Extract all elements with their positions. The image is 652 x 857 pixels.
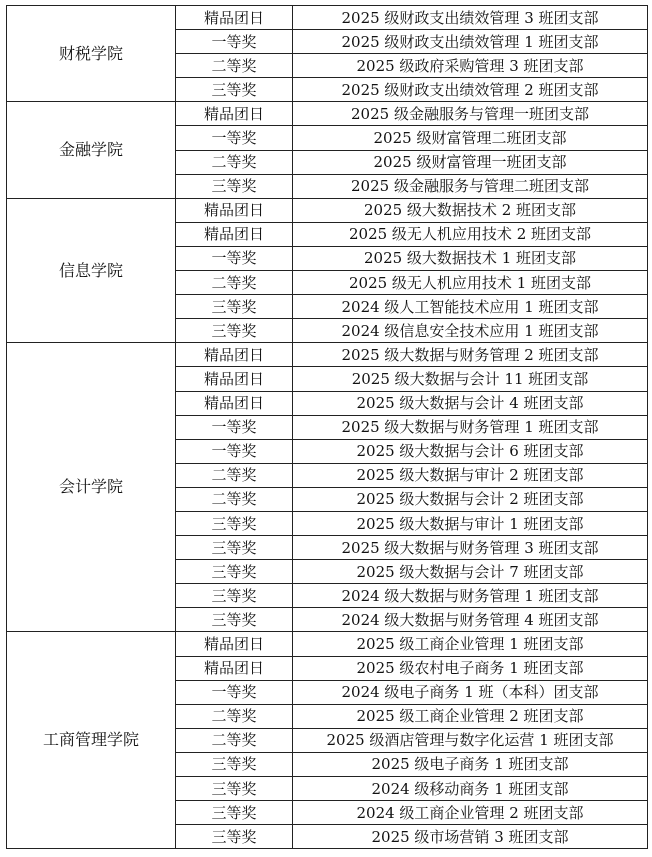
branch-cell: 2025 级大数据与财务管理 3 班团支部 [293,536,648,560]
award-cell: 一等奖 [176,126,293,150]
award-cell: 三等奖 [176,825,293,849]
award-cell: 三等奖 [176,174,293,198]
award-cell: 二等奖 [176,728,293,752]
branch-cell: 2025 级财政支出绩效管理 2 班团支部 [293,78,648,102]
award-cell: 一等奖 [176,680,293,704]
branch-cell: 2025 级财政支出绩效管理 1 班团支部 [293,30,648,54]
award-cell: 精品团日 [176,102,293,126]
branch-cell: 2025 级大数据与审计 2 班团支部 [293,463,648,487]
award-cell: 三等奖 [176,295,293,319]
award-cell: 三等奖 [176,560,293,584]
branch-cell: 2025 级电子商务 1 班团支部 [293,752,648,776]
table-row [7,102,648,126]
award-cell: 精品团日 [176,391,293,415]
award-cell: 三等奖 [176,777,293,801]
award-cell: 三等奖 [176,752,293,776]
college-cell: 金融学院 [7,102,176,198]
branch-cell: 2025 级大数据与财务管理 2 班团支部 [293,343,648,367]
table-row [7,632,648,656]
college-cell: 会计学院 [7,343,176,632]
award-cell: 三等奖 [176,584,293,608]
award-cell: 一等奖 [176,246,293,270]
branch-cell: 2024 级大数据与财务管理 1 班团支部 [293,584,648,608]
award-cell: 精品团日 [176,222,293,246]
branch-cell: 2024 级大数据与财务管理 4 班团支部 [293,608,648,632]
branch-cell: 2025 级市场营销 3 班团支部 [293,825,648,849]
branch-cell: 2025 级大数据与审计 1 班团支部 [293,511,648,535]
award-cell: 精品团日 [176,343,293,367]
branch-cell: 2025 级工商企业管理 2 班团支部 [293,704,648,728]
branch-cell: 2025 级政府采购管理 3 班团支部 [293,54,648,78]
award-cell: 二等奖 [176,463,293,487]
branch-cell: 2025 级大数据与会计 4 班团支部 [293,391,648,415]
award-cell: 三等奖 [176,319,293,343]
branch-cell: 2024 级移动商务 1 班团支部 [293,777,648,801]
branch-cell: 2025 级大数据与会计 7 班团支部 [293,560,648,584]
branch-cell: 2025 级大数据与会计 2 班团支部 [293,487,648,511]
branch-cell: 2024 级电子商务 1 班（本科）团支部 [293,680,648,704]
award-cell: 精品团日 [176,198,293,222]
branch-cell: 2025 级无人机应用技术 1 班团支部 [293,271,648,295]
branch-cell: 2025 级大数据与会计 11 班团支部 [293,367,648,391]
award-cell: 一等奖 [176,30,293,54]
branch-cell: 2025 级金融服务与管理一班团支部 [293,102,648,126]
branch-cell: 2024 级人工智能技术应用 1 班团支部 [293,295,648,319]
award-cell: 二等奖 [176,271,293,295]
award-cell: 二等奖 [176,54,293,78]
branch-cell: 2025 级大数据技术 1 班团支部 [293,246,648,270]
awards-table [6,5,648,849]
award-cell: 三等奖 [176,511,293,535]
branch-cell: 2025 级大数据与财务管理 1 班团支部 [293,415,648,439]
award-cell: 三等奖 [176,608,293,632]
award-cell: 精品团日 [176,367,293,391]
branch-cell: 2025 级无人机应用技术 2 班团支部 [293,222,648,246]
branch-cell: 2025 级酒店管理与数字化运营 1 班团支部 [293,728,648,752]
award-cell: 二等奖 [176,704,293,728]
branch-cell: 2025 级大数据技术 2 班团支部 [293,198,648,222]
branch-cell: 2025 级大数据与会计 6 班团支部 [293,439,648,463]
branch-cell: 2025 级财富管理一班团支部 [293,150,648,174]
college-cell: 工商管理学院 [7,632,176,849]
award-cell: 精品团日 [176,6,293,30]
award-cell: 一等奖 [176,439,293,463]
branch-cell: 2025 级财富管理二班团支部 [293,126,648,150]
award-cell: 精品团日 [176,632,293,656]
branch-cell: 2024 级工商企业管理 2 班团支部 [293,801,648,825]
award-cell: 精品团日 [176,656,293,680]
award-cell: 三等奖 [176,536,293,560]
awards-table-body [7,6,648,849]
award-cell: 二等奖 [176,487,293,511]
table-row [7,343,648,367]
award-cell: 一等奖 [176,415,293,439]
awards-document [6,5,647,849]
college-cell: 财税学院 [7,6,176,102]
branch-cell: 2025 级农村电子商务 1 班团支部 [293,656,648,680]
table-row [7,198,648,222]
table-row [7,6,648,30]
branch-cell: 2025 级工商企业管理 1 班团支部 [293,632,648,656]
college-cell: 信息学院 [7,198,176,343]
award-cell: 三等奖 [176,78,293,102]
award-cell: 二等奖 [176,150,293,174]
branch-cell: 2024 级信息安全技术应用 1 班团支部 [293,319,648,343]
branch-cell: 2025 级财政支出绩效管理 3 班团支部 [293,6,648,30]
branch-cell: 2025 级金融服务与管理二班团支部 [293,174,648,198]
award-cell: 三等奖 [176,801,293,825]
